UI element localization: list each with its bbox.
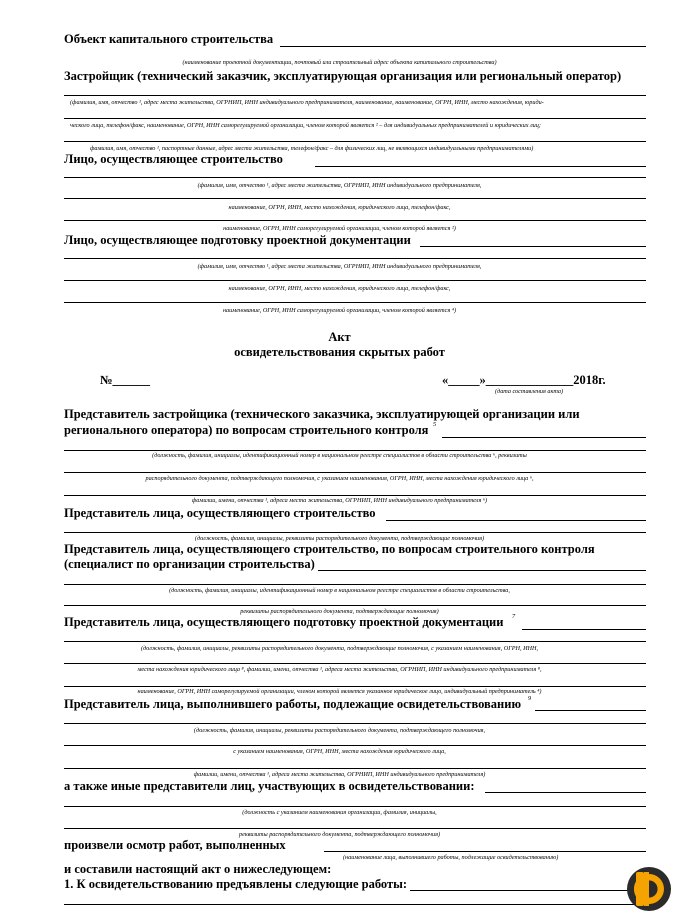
section3-field-2[interactable]: [64, 584, 646, 585]
act-number[interactable]: №______: [100, 373, 151, 387]
section6-field-3[interactable]: [64, 828, 646, 829]
developer-label: Застройщик (технический заказчик, эксплуатирующая организация или региональный оператор): [64, 69, 622, 83]
act-date[interactable]: «_____»______________2018г.: [442, 373, 606, 387]
section4-field-4[interactable]: [64, 686, 646, 687]
section3-field-3[interactable]: [64, 605, 646, 606]
section7-field[interactable]: [324, 851, 646, 852]
section3-label-1: Представитель лица, осуществляющего строительство, по вопросам строительного контроля: [64, 542, 595, 556]
builder-hint-3: наименование, ОГРН, ИНН саморегулируемой организации, членом которой является ²): [223, 225, 456, 232]
section1-hint-2: распорядительного документа, подтверждающего полномочия, с указанием наименования, ОГРН, ИНН, места нахождения юридического лица ⁶,: [145, 475, 534, 482]
section1-sup: 5: [433, 421, 437, 428]
developer-hint-1: (фамилия, имя, отчество ¹, адрес места жительства, ОГРНИП, ИНН индивидуального предпринимателя, наименование, наименование, ОГРН, ИНН, место нахождения, юриди-: [70, 99, 544, 106]
builder-label: Лицо, осуществляющее строительство: [64, 152, 283, 166]
section5-field-4[interactable]: [64, 768, 646, 769]
section2-field-2[interactable]: [64, 532, 646, 533]
developer-field-3[interactable]: [64, 141, 646, 142]
section3-field-1[interactable]: [318, 570, 646, 571]
act-date-hint: (дата составления акта): [495, 388, 564, 395]
item-1-label: 1. К освидетельствованию предъявлены следующие работы:: [64, 877, 408, 891]
section6-field-2[interactable]: [64, 806, 646, 807]
act-subtitle: освидетельствования скрытых работ: [234, 345, 445, 359]
section1-field-4[interactable]: [64, 495, 646, 496]
section1-hint-1: (должность, фамилия, инициалы, идентификационный номер в национальном реестре специалистов в области строительства ⁶, реквизиты: [152, 452, 527, 459]
section4-hint-3: наименование, ОГРН, ИНН саморегулируемой организации, членом которой является указанное юридическое лицо, индивидуальный предприниматель ⁴): [137, 688, 542, 695]
section6-hint-2: реквизиты распорядительного документа, подтверждающего полномочия): [238, 831, 441, 838]
section1-label-2: регионального оператора) по вопросам строительного контроля: [64, 423, 429, 437]
object-field[interactable]: [280, 46, 646, 47]
brand-logo-icon: [626, 866, 672, 912]
section3-hint-2: реквизиты распорядительного документа, подтверждающие полномочия): [240, 608, 439, 615]
section2-label: Представитель лица, осуществляющего строительство: [64, 506, 376, 520]
section2-hint: (должность, фамилия, инициалы, реквизиты распорядительного документа, подтверждающие полномочия): [194, 535, 485, 542]
section5-field-3[interactable]: [64, 745, 646, 746]
act-title: Акт: [328, 330, 351, 344]
builder-field-2[interactable]: [64, 177, 646, 178]
section4-label: Представитель лица, осуществляющего подготовку проектной документации: [64, 615, 504, 629]
object-label: Объект капитального строительства: [64, 32, 274, 46]
builder-field-3[interactable]: [64, 198, 646, 199]
section5-field-1[interactable]: [535, 710, 646, 711]
section2-field-1[interactable]: [386, 520, 646, 521]
section1-label-1: Представитель застройщика (технического заказчика, эксплуатирующей организации или: [64, 407, 580, 421]
section4-hint-2: места нахождения юридического лица ⁸, фамилии, имени, отчества ¹, адреса места жительства, ОГРНИП, ИНН индивидуального предпринимателя ⁸,: [137, 666, 542, 673]
developer-hint-3: фамилия, имя, отчество ¹, паспортные данные, адрес места жительства, телефон/факс – для физических лиц, не являющихся индивидуальными предпринимателями): [90, 145, 534, 152]
conclusion-text: и составили настоящий акт о нижеследующем:: [64, 862, 332, 876]
section5-hint-2: с указанием наименования, ОГРН, ИНН, места нахождения юридического лица,: [233, 748, 446, 755]
section1-field-2[interactable]: [64, 450, 646, 451]
section4-field-2[interactable]: [64, 641, 646, 642]
section6-field-1[interactable]: [485, 792, 646, 793]
section1-hint-3: фамилии, имени, отчества ¹, адреса места жительства, ОГРНИП, ИНН индивидуального предпринимателя ⁶): [191, 497, 488, 504]
section5-field-2[interactable]: [64, 723, 646, 724]
section5-label: Представитель лица, выполнившего работы, подлежащие освидетельствованию: [64, 697, 522, 711]
developer-hint-2: ческого лица, телефон/факс, наименование, ОГРН, ИНН саморегулируемой организации, членом которой является ² – для индивидуальных предпринимателей и юридических лиц;: [70, 122, 541, 129]
section6-label: а также иные представители лиц, участвующих в освидетельствовании:: [64, 779, 475, 793]
developer-field-2[interactable]: [64, 118, 646, 119]
section4-hint-1: (должность, фамилия, инициалы, реквизиты распорядительного документа, подтверждающие полномочия, с указанием наименования, ОГРН, ИНН,: [140, 645, 539, 652]
section3-label-2: (специалист по организации строительства): [64, 557, 315, 571]
section3-hint-1: (должность, фамилия, инициалы, идентификационный номер в национальном реестре специалистов в области строительства,: [169, 587, 510, 594]
designer-hint-2: наименование, ОГРН, ИНН, место нахождения, юридического лица, телефон/факс,: [228, 285, 451, 292]
designer-hint-1: (фамилия, имя, отчество ¹, адрес места жительства, ОГРНИП, ИНН индивидуального предпринимателя,: [197, 263, 482, 270]
object-hint: (наименование проектной документации, почтовый или строительный адрес объекта капитального строительства): [182, 59, 497, 66]
section7-hint: (наименование лица, выполнившего работы, подлежащие освидетельствованию): [343, 854, 559, 861]
section4-sup: 7: [512, 613, 516, 620]
section7-label: произвели осмотр работ, выполненных: [64, 838, 286, 852]
builder-field-4[interactable]: [64, 220, 646, 221]
builder-field-1[interactable]: [315, 166, 646, 167]
designer-label: Лицо, осуществляющее подготовку проектной документации: [64, 233, 411, 247]
section5-hint-3: фамилии, имени, отчества ¹, адреса места жительства, ОГРНИП, ИНН индивидуального предпринимателя): [193, 771, 486, 778]
designer-hint-3: наименование, ОГРН, ИНН саморегулируемой организации, членом которой является ⁴): [222, 307, 457, 314]
section6-hint-1: (должность с указанием наименования организации, фамилия, инициалы,: [242, 809, 437, 816]
item-1-field-1[interactable]: [410, 890, 646, 891]
section5-sup: 9: [528, 695, 532, 702]
section1-field-1[interactable]: [442, 437, 646, 438]
item-1-field-2[interactable]: [64, 904, 646, 905]
builder-hint-1: (фамилия, имя, отчество ¹, адрес места жительства, ОГРНИП, ИНН индивидуального предпринимателя,: [197, 182, 482, 189]
section1-field-3[interactable]: [64, 472, 646, 473]
designer-field-4[interactable]: [64, 302, 646, 303]
designer-field-1[interactable]: [420, 246, 646, 247]
section4-field-1[interactable]: [522, 629, 646, 630]
designer-field-3[interactable]: [64, 280, 646, 281]
section4-field-3[interactable]: [64, 663, 646, 664]
builder-hint-2: наименование, ОГРН, ИНН, место нахождения, юридического лица, телефон/факс,: [228, 204, 451, 211]
section5-hint-1: (должность, фамилия, инициалы, реквизиты распорядительного документа, подтверждающего полномочия,: [193, 727, 486, 734]
developer-field-1[interactable]: [64, 95, 646, 96]
designer-field-2[interactable]: [64, 258, 646, 259]
